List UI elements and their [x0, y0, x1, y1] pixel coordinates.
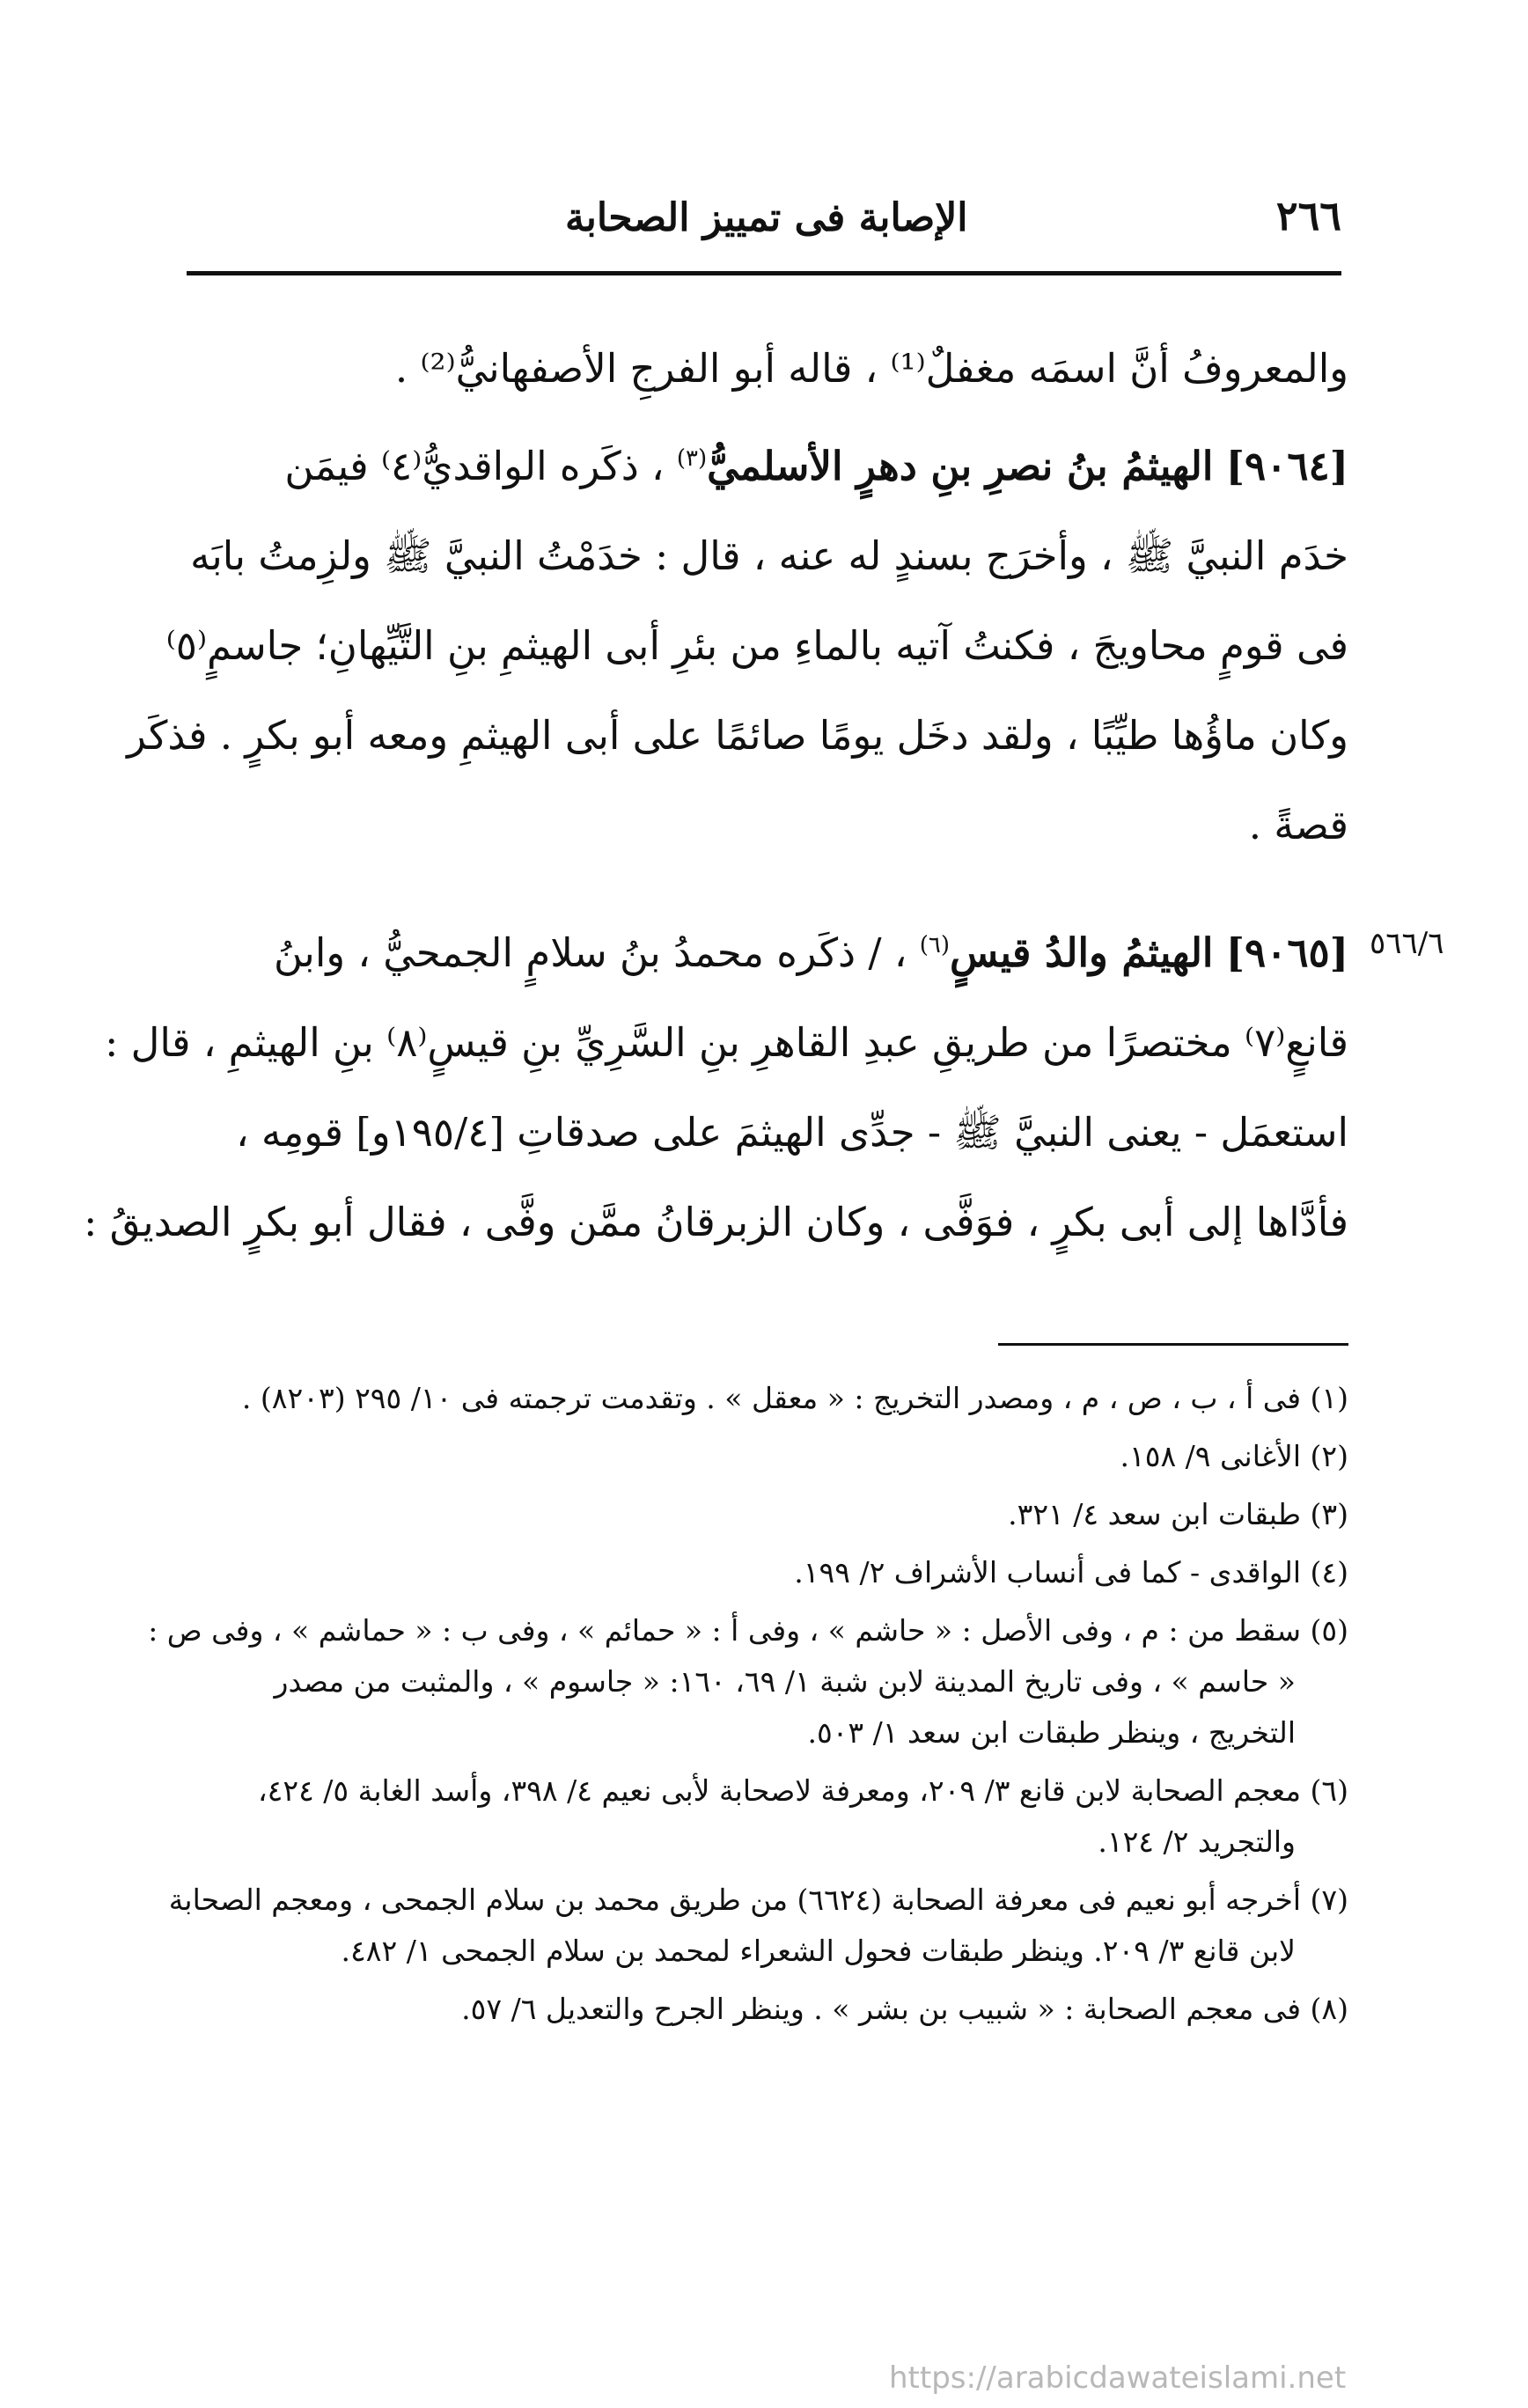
margin-reference: ٥٦٦/٦: [1370, 926, 1444, 961]
text-run: / ذكَره محمدُ بنُ سلامٍ الجمحيُّ ، وابنُ: [274, 929, 882, 976]
entry-name: الهيثمُ بنُ نصرِ بنِ دهرٍ الأسلميُّ: [707, 443, 1214, 489]
footnote-line: التخريج ، وينظر طبقات ابن سعد ١/ ٥٠٣.: [807, 1715, 1296, 1750]
page-number: ٢٦٦: [1275, 192, 1341, 239]
running-header: [187, 192, 1341, 253]
header-rule: [187, 271, 1341, 275]
footnote-rule: [998, 1343, 1348, 1346]
entry-9065-line: [٩٠٦٥] الهيثمُ والدُ قيسٍ$^{(٦)}$ ، / ذكَره محمدُ بنُ سلامٍ الجمحيُّ ، وابنُ: [274, 929, 1348, 976]
text-line: قانعٍ⁽٧⁾ مختصرًا من طريقِ عبدِ القاهرِ بنِ السَّرِيِّ بنِ قيسٍ⁽٨⁾ بنِ الهيثمِ ، قال :: [105, 1019, 1348, 1066]
entry-number: [٩٠٦٥]: [1225, 929, 1348, 976]
footnote-line: (٣) طبقات ابن سعد ٤/ ٣٢١.: [1008, 1497, 1348, 1531]
entry-name: الهيثمُ والدُ قيسٍ: [949, 929, 1214, 976]
text-line: والمعروفُ أنَّ اسمَه مغفلٌ⁽¹⁾ ، قاله أبو الفرجِ الأصفهانيُّ⁽²⁾ .: [394, 345, 1348, 392]
footnote-line: (٨) فى معجم الصحابة : « شبيب بن بشر » . وينظر الجرح والتعديل ٦/ ٥٧.: [461, 1992, 1348, 2026]
main-text: [84, 324, 1348, 1267]
footnote-line: (٧) أخرجه أبو نعيم فى معرفة الصحابة (٦٦٢٤) من طريق محمد بن سلام الجمحى ، ومعجم الصحابة: [168, 1883, 1348, 1917]
footnote-ref: (٣): [676, 445, 708, 472]
text-line: خدَم النبيَّ ﷺ ، وأخرَج بسندٍ له عنه ، قال : خدَمْتُ النبيَّ ﷺ ولزِمتُ بابَه: [190, 532, 1348, 579]
footnote-line: (١) فى أ ، ب ، ص ، م ، ومصدر التخريج : « معقل » . وتقدمت ترجمته فى ١٠/ ٢٩٥ (٨٢٠٣) .: [241, 1381, 1348, 1415]
footnote-line: (٤) الواقدى - كما فى أنساب الأشراف ٢/ ١٩٩.: [794, 1555, 1348, 1589]
text-run: ذكَره الواقديُّ⁽٤⁾ فيمَن: [284, 443, 639, 489]
entry-number: [٩٠٦٤]: [1225, 443, 1348, 489]
text-line: وكان ماؤُها طيِّبًا ، ولقد دخَل يومًا صائمًا على أبى الهيثمِ ومعه أبو بكرٍ . فذكَر: [127, 712, 1348, 759]
watermark-url: https://arabicdawateislami.net: [889, 2360, 1347, 2396]
text-line: قصةً .: [1248, 802, 1348, 848]
footnote-ref: (٦): [919, 932, 950, 958]
footnote-line: (٢) الأغانى ٩/ ١٥٨.: [1120, 1439, 1348, 1473]
footnotes: [150, 1373, 1348, 2035]
book-title: الإصابة فى تمييز الصحابة: [565, 195, 968, 240]
text-line: فأدَّاها إلى أبى بكرٍ ، فوَفَّى ، وكان الزبرقانُ ممَّن وفَّى ، فقال أبو بكرٍ الصديقُ :: [84, 1199, 1348, 1245]
entry-9064-line: [٩٠٦٤] الهيثمُ بنُ نصرِ بنِ دهرٍ الأسلميُّ$^{(٣)}$ ، ذكَره الواقديُّ⁽٤⁾ فيمَن: [284, 443, 1348, 489]
footnote-line: « حاسم » ، وفى تاريخ المدينة لابن شبة ١/ ٦٩، ١٦٠: « جاسوم » ، والمثبت من مصدر: [274, 1664, 1296, 1699]
text-line: فى قومٍ محاويجَ ، فكنتُ آتيه بالماءِ من بئرِ أبى الهيثمِ بنِ التَّيِّهانِ؛ جاسمٍ⁽٥⁾: [165, 622, 1348, 669]
text-line: استعمَل - يعنى النبيَّ ﷺ - جدِّى الهيثمَ على صدقاتِ [١٩٥/٤و] قومِه ،: [236, 1109, 1348, 1156]
footnote-line: (٦) معجم الصحابة لابن قانع ٣/ ٢٠٩، ومعرفة لاصحابة لأبى نعيم ٤/ ٣٩٨، وأسد الغابة ٥/ ٤٢٤،: [257, 1773, 1348, 1808]
footnote-line: (٥) سقط من : م ، وفى الأصل : « حاشم » ، وفى أ : « حمائم » ، وفى ب : « حماشم » ، وفى ص :: [148, 1613, 1348, 1648]
footnote-line: لابن قانع ٣/ ٢٠٩. وينظر طبقات فحول الشعراء لمحمد بن سلام الجمحى ١/ ٤٨٢.: [341, 1934, 1296, 1968]
footnote-line: والتجريد ٢/ ١٢٤.: [1098, 1824, 1296, 1859]
